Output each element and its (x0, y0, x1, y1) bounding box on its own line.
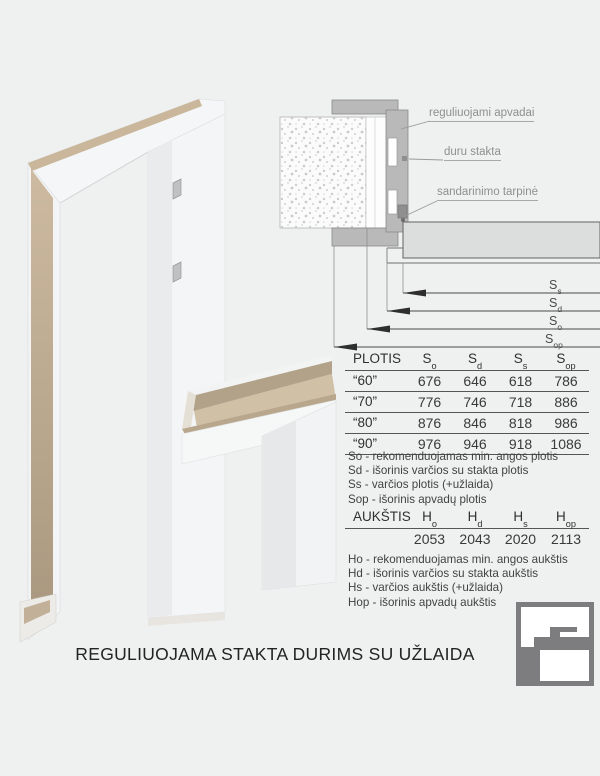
height-row-spacer (345, 529, 407, 549)
width-value: 876 (407, 413, 452, 434)
callout-dot (402, 156, 407, 161)
label-reguliuojami-apvadai: reguliuojami apvadai (429, 107, 534, 122)
height-col-ho: $H_o$ (407, 506, 452, 529)
width-value: 886 (543, 392, 589, 413)
legend-line-sd: Sd - išorinis varčios su stakta plotis (348, 464, 529, 478)
width-value: 1086 (543, 434, 589, 455)
width-value: 746 (452, 392, 498, 413)
door-leaf-section (387, 222, 600, 263)
legend-line-hop: Hop - išorinis apvadų aukštis (348, 595, 497, 609)
height-value: 2043 (459, 531, 491, 547)
label-duru-stakta: duru stakta (444, 146, 501, 161)
page-title: REGULIUOJAMA STAKTA DURIMS SU UŽLAIDA (75, 644, 475, 664)
width-value: 986 (543, 413, 589, 434)
width-value: 646 (452, 371, 498, 392)
dim-label-so: $S_o$ (549, 314, 563, 333)
width-col-sop: $S_{op}$ (543, 348, 589, 371)
width-col-so: $S_o$ (407, 348, 452, 371)
width-value: 776 (407, 392, 452, 413)
width-legend (348, 450, 558, 507)
dim-label-sop: $S_{op}$ (545, 332, 563, 351)
width-value: 846 (452, 413, 498, 434)
legend-line-sop: Sop - išorinis apvadų plotis (348, 492, 487, 506)
height-table (345, 506, 589, 549)
legend-line-so: So - rekomenduojamas min. angos plotis (348, 450, 559, 463)
legend-line-ho: Ho - rekomenduojamas min. angos aukštis (348, 553, 568, 566)
width-row-name: “90” (345, 434, 407, 455)
width-col-sd: $S_d$ (452, 348, 498, 371)
legend-line-ss: Ss - varčios plotis (+užlaida) (348, 478, 494, 492)
width-value: 976 (407, 434, 452, 455)
width-value: 946 (452, 434, 498, 455)
label-sandarinimo-tarpine: sandarinimo tarpinė (437, 186, 538, 201)
height-col-hs: $H_s$ (498, 506, 543, 529)
dimension-arrowheads (334, 290, 426, 351)
wall-section (280, 117, 388, 228)
width-row-name: “80” (345, 413, 407, 434)
height-col-hd: $H_d$ (452, 506, 498, 529)
width-value: 918 (498, 434, 543, 455)
width-row-name: “70” (345, 392, 407, 413)
frame-profile-logo-icon (516, 602, 594, 686)
width-table-title: PLOTIS (345, 348, 407, 371)
dim-label-sd: $S_d$ (549, 296, 563, 315)
legend-line-hd: Hd - išorinis varčios su stakta aukštis (348, 567, 539, 581)
height-col-hop: $H_{op}$ (543, 506, 589, 529)
frame-left-stile (20, 163, 60, 642)
height-value: 2113 (550, 531, 582, 547)
height-value: 2020 (504, 531, 537, 547)
legend-line-hs: Hs - varčios aukštis (+užlaida) (348, 581, 503, 595)
height-value: 2053 (413, 531, 446, 547)
frame-right-stile (148, 114, 225, 626)
width-value: 618 (498, 371, 543, 392)
width-value: 676 (407, 371, 452, 392)
width-col-ss: $S_s$ (498, 348, 543, 371)
width-row-name: “60” (345, 371, 407, 392)
dim-label-ss: $S_s$ (549, 278, 562, 297)
width-value: 786 (543, 371, 589, 392)
height-table-title: AUKŠTIS (345, 506, 407, 529)
width-value: 818 (498, 413, 543, 434)
width-value: 718 (498, 392, 543, 413)
width-table (345, 348, 589, 455)
